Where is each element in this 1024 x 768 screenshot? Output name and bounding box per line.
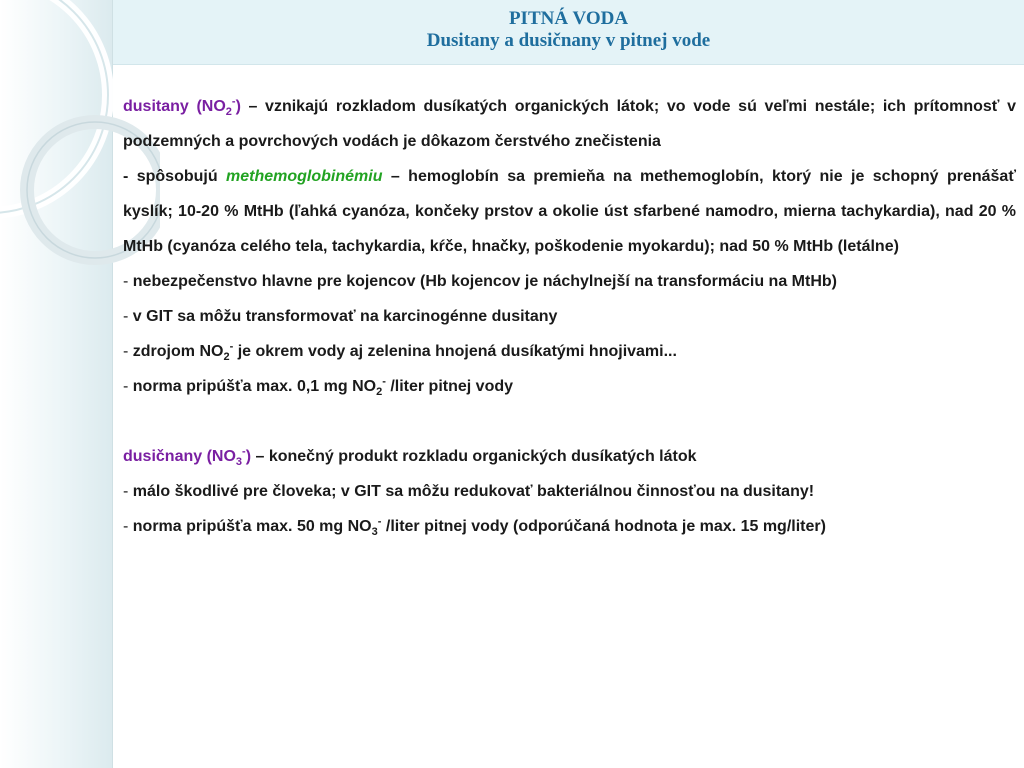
slide-title: PITNÁ VODA bbox=[508, 8, 629, 29]
nitrites-definition: dusitany $(NO_2^-)$ – vznikajú rozkladom dusíkatých organických látok; vo vode sú veľmi nestále; ich prítomnosť v podzemných a povrchových vodách je dôkazom čerstvého znečistenia bbox=[123, 95, 1016, 150]
nitrites-methemoglobinemia: - spôsobujú methemoglobinémiu – hemoglobín sa premieňa na methemoglobín, ktorý nie je schopný prenášať kyslík; 10-20 % MtHb (ľahká cyanóza, končeky prstov a okolie úst sfarbené namodro, mierna tachykardia), nad 20 % MtHb (cyanóza celého tela, tachykardia, kŕče, hnačky, poškodenie myokardu); nad 50 % MtHb (letálne) bbox=[123, 168, 1016, 255]
nitrates-bullet-harm: - málo škodlivé pre človeka; v GIT sa môžu redukovať bakteriálnou činnosťou na dusitany! bbox=[123, 483, 815, 500]
nitrates-bullet-norm: - norma pripúšťa max. 50 mg $NO_3^-$ /liter pitnej vody (odporúčaná hodnota je max. 15 mg/liter) bbox=[123, 515, 826, 539]
slide-subtitle: Dusitany a dusičnany v pitnej vode bbox=[426, 30, 711, 51]
slide-content bbox=[123, 89, 1016, 544]
nitrites-bullet-infants: - nebezpečenstvo hlavne pre kojencov (Hb kojencov je náchylnejší na transformáciu na MtHb) bbox=[123, 273, 837, 290]
nitrites-bullet-git: - v GIT sa môžu transformovať na karcinogénne dusitany bbox=[123, 308, 558, 325]
nitrites-term: dusitany $(NO_2^-)$ bbox=[123, 95, 241, 119]
slide-header bbox=[113, 0, 1024, 65]
section-spacer bbox=[123, 404, 1016, 439]
nitrites-bullet-norm: - norma pripúšťa max. 0,1 mg $NO_2^-$ /liter pitnej vody bbox=[123, 375, 514, 399]
nitrates-term: dusičnany $(NO_3^-)$ bbox=[123, 445, 252, 469]
methemoglobinemia-term: methemoglobinémiu bbox=[226, 168, 383, 185]
nitrites-bullet-source: - zdrojom $NO_2^-$ je okrem vody aj zelenina hnojená dusíkatými hnojivami... bbox=[123, 340, 677, 364]
nitrates-definition: dusičnany $(NO_3^-)$ – konečný produkt rozkladu organických dusíkatých látok bbox=[123, 445, 697, 469]
